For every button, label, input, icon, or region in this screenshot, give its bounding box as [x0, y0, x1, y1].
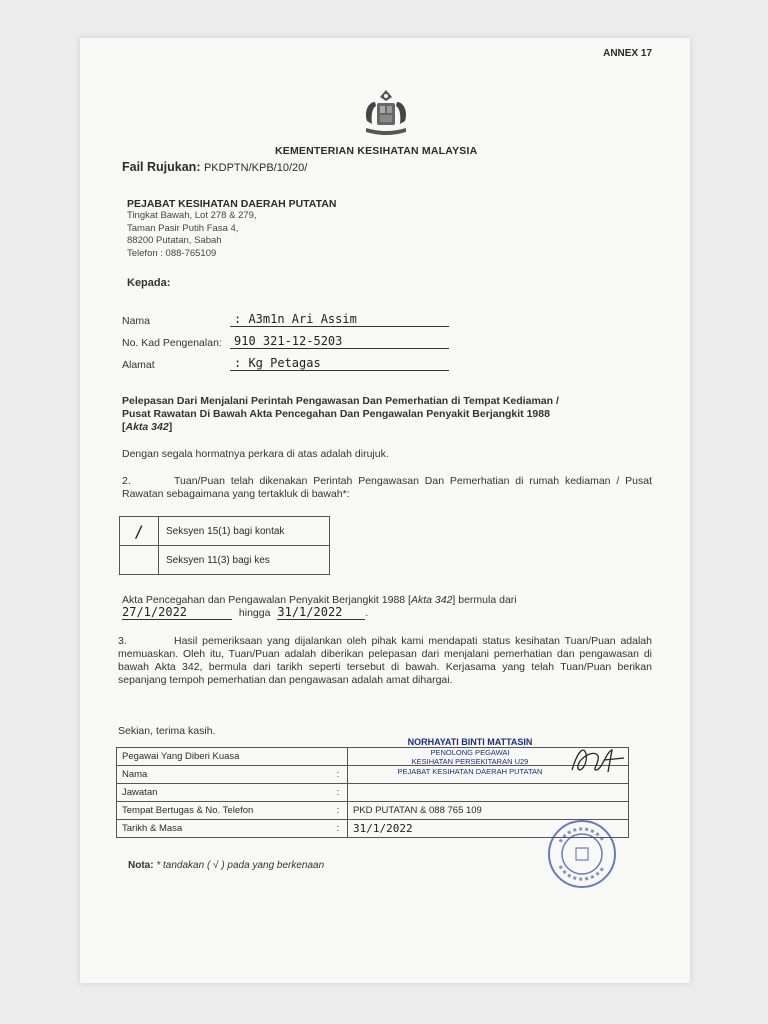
- officer-stamp: [372, 738, 568, 776]
- letter-title: [122, 395, 652, 434]
- row-value: [348, 784, 629, 802]
- name-label: Nama: [122, 315, 151, 327]
- stamp-line: PENOLONG PEGAWAI: [430, 747, 510, 757]
- address-label: Alamat: [122, 359, 155, 371]
- row-separator: :: [329, 802, 348, 820]
- paragraph-number: 3.: [118, 635, 127, 647]
- row-label: Nama: [117, 766, 330, 784]
- checkbox-mark[interactable]: /: [120, 517, 159, 546]
- row-value: PKD PUTATAN & 088 765 109: [348, 802, 629, 820]
- table-row: [117, 802, 629, 820]
- footnote-text: * tandakan ( √ ) pada yang berkenaan: [156, 860, 325, 871]
- title-act: [Akta 342]: [122, 421, 173, 433]
- stamp-line: KESIHATAN PERSEKITARAN U29: [411, 757, 529, 766]
- address-line: Tingkat Bawah, Lot 278 & 279,: [127, 210, 257, 221]
- title-act-name: Akta 342: [125, 421, 169, 433]
- hingga-label: hingga: [238, 607, 271, 619]
- footnote-label: Nota:: [128, 860, 154, 871]
- act-name: Akta 342: [410, 594, 453, 606]
- reference-label: Fail Rujukan:: [122, 160, 201, 174]
- footnote: [128, 860, 324, 871]
- ic-label: No. Kad Pengenalan:: [122, 337, 222, 349]
- date-range: 27/1/2022 hingga 31/1/2022 .: [122, 605, 369, 619]
- paragraph-3: [118, 635, 652, 687]
- act-prefix: Akta Pencegahan dan Pengawalan Penyakit Berjangkit 1988 [: [122, 594, 411, 606]
- row-label: Pegawai Yang Diberi Kuasa: [117, 748, 330, 766]
- office-address: [127, 210, 257, 260]
- office-name: PEJABAT KESIHATAN DAERAH PUTATAN: [127, 198, 337, 210]
- address-line: 88200 Putatan, Sabah: [127, 235, 222, 246]
- recipient-heading: Kepada:: [127, 277, 171, 289]
- choice-label: Seksyen 11(3) bagi kes: [159, 546, 330, 575]
- checkbox-mark[interactable]: [120, 546, 159, 575]
- row-separator: :: [329, 784, 348, 802]
- paragraph-number: 2.: [122, 475, 131, 487]
- to-date: 31/1/2022: [277, 606, 365, 620]
- coat-of-arms-icon: [358, 88, 414, 138]
- paragraph-text: Hasil pemeriksaan yang dijalankan oleh pihak kami mendapati status kesihatan Tuan/Puan adalah memuaskan. Oleh itu, Tuan/Puan adalah diberikan pelepasan dari menjalani pemerhatian dan pengawasan di bawah Akta 342, bermula dari tarikh seperti tersebut di bawah. Kerjasama yang telah Tuan/Puan berikan sepanjang tempoh pemerhatian dan pengawasan adalah amat dihargai.: [118, 635, 652, 686]
- act-suffix: ] bermula dari: [452, 594, 517, 606]
- greeting: Dengan segala hormatnya perkara di atas adalah dirujuk.: [122, 448, 389, 460]
- address-line: Telefon : 088-765109: [127, 247, 217, 259]
- row-separator: :: [329, 766, 348, 784]
- title-line: Pelepasan Dari Menjalani Perintah Pengawasan Dan Pemerhatian di Tempat Kediaman /: [122, 395, 559, 407]
- row-separator: [329, 748, 348, 766]
- table-row: [117, 784, 629, 802]
- reference-file: [122, 160, 307, 174]
- ic-value: 910 321-12-5203: [230, 334, 449, 349]
- title-line: Pusat Rawatan Di Bawah Akta Pencegahan Dan Pengawalan Penyakit Berjangkit 1988: [122, 408, 550, 420]
- row-label: Tarikh & Masa: [117, 820, 330, 838]
- signature-icon: [568, 740, 628, 780]
- table-row: [120, 546, 330, 575]
- paragraph-text: Tuan/Puan telah dikenakan Perintah Pengawasan Dan Pemerhatian di rumah kediaman / Pusat Rawatan sebagaimana yang tertakluk di bawah*:: [122, 475, 652, 500]
- section-choice-table: [119, 516, 330, 575]
- address-value: : Kg Petagas: [230, 356, 449, 371]
- name-value: : A3m1n Ari Assim: [230, 312, 449, 327]
- row-label: Tempat Bertugas & No. Telefon: [117, 802, 330, 820]
- reference-value: PKDPTN/KPB/10/20/: [203, 162, 308, 174]
- paragraph-2: [122, 475, 652, 501]
- stamp-name: NORHAYATI BINTI MATTASIN: [407, 737, 533, 747]
- row-separator: :: [329, 820, 348, 838]
- row-value: 31/1/2022: [348, 820, 629, 838]
- closing-text: Sekian, terima kasih.: [118, 725, 216, 737]
- address-line: Taman Pasir Putih Fasa 4,: [127, 222, 239, 234]
- office-seal-icon: [546, 818, 618, 890]
- table-row: [120, 517, 330, 546]
- letter-page: [80, 38, 690, 983]
- ministry-heading: KEMENTERIAN KESIHATAN MALAYSIA: [275, 145, 478, 157]
- stamp-line: PEJABAT KESIHATAN DAERAH PUTATAN: [397, 766, 543, 776]
- choice-label: Seksyen 15(1) bagi kontak: [159, 517, 330, 546]
- annex-label: ANNEX 17: [603, 48, 652, 59]
- row-label: Jawatan: [117, 784, 330, 802]
- from-date: 27/1/2022: [122, 606, 232, 620]
